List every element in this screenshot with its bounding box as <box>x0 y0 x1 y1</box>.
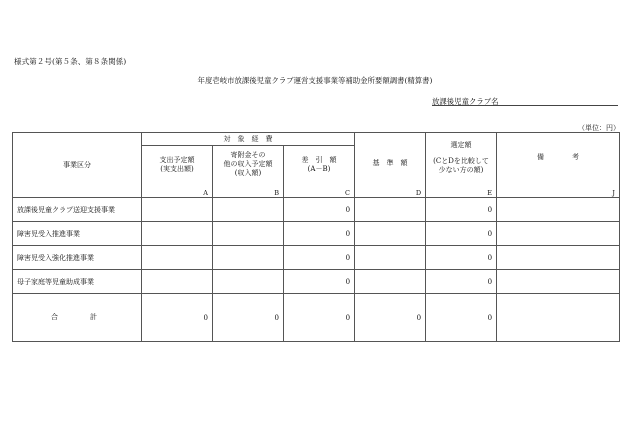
cell-c: 0 <box>284 270 355 294</box>
cell-c: 0 <box>284 246 355 270</box>
total-c: 0 <box>284 294 355 342</box>
cell-e: 0 <box>426 270 497 294</box>
row-label: 障害児受入推進事業 <box>13 222 142 246</box>
col-c-title <box>284 156 354 174</box>
cell-d[interactable] <box>355 246 426 270</box>
cell-d[interactable] <box>355 222 426 246</box>
col-c-line1: 差 引 額 <box>301 156 337 164</box>
row-label: 放課後児童クラブ送迎支援事業 <box>13 198 142 222</box>
subsidy-table <box>12 132 620 342</box>
col-c-letter: C <box>345 189 351 197</box>
total-d: 0 <box>355 294 426 342</box>
cell-a[interactable] <box>142 198 213 222</box>
remarks-letter: J <box>612 189 616 197</box>
col-a-title <box>142 156 212 174</box>
row-label: 母子家庭等児童助成事業 <box>13 270 142 294</box>
col-b-header <box>213 146 284 198</box>
table-row <box>13 198 620 222</box>
category-header-text: 事業区分 <box>63 160 91 169</box>
col-a-line2: (実支出額) <box>160 165 194 173</box>
cell-c: 0 <box>284 222 355 246</box>
total-remarks[interactable] <box>497 294 620 342</box>
total-a: 0 <box>142 294 213 342</box>
cell-d[interactable] <box>355 198 426 222</box>
club-name-label: 放課後児童クラブ名 <box>432 97 499 106</box>
col-e-line3: 少ない方の額) <box>438 166 484 174</box>
target-cost-header <box>142 133 355 146</box>
col-d-header <box>355 133 426 198</box>
table-row <box>13 222 620 246</box>
col-b-title <box>213 151 283 178</box>
remarks-header <box>497 133 620 198</box>
document-title: 年度壱岐市放課後児童クラブ運営支援事業等補助金所要額調書(精算書) <box>197 76 433 85</box>
cell-remarks[interactable] <box>497 270 620 294</box>
col-e-line1: 選定額 <box>450 141 472 149</box>
cell-e: 0 <box>426 222 497 246</box>
col-b-line2: 他の収入予定額 <box>223 160 273 168</box>
col-a-header <box>142 146 213 198</box>
cell-remarks[interactable] <box>497 246 620 270</box>
header-row-top <box>13 133 620 146</box>
col-b-line3: (収入額) <box>234 169 262 177</box>
cell-b[interactable] <box>213 246 284 270</box>
col-e-letter: E <box>487 189 493 197</box>
cell-b[interactable] <box>213 198 284 222</box>
table-row <box>13 246 620 270</box>
col-a-line1: 支出予定額 <box>159 156 195 164</box>
form-number-label: 様式第２号(第５条、第８条関係) <box>14 57 127 66</box>
cell-c: 0 <box>284 198 355 222</box>
target-cost-header-text: 対 象 経 費 <box>223 134 273 143</box>
row-label: 障害児受入強化推進事業 <box>13 246 142 270</box>
cell-a[interactable] <box>142 222 213 246</box>
col-e-title <box>426 141 496 175</box>
total-label <box>13 294 142 342</box>
cell-e: 0 <box>426 246 497 270</box>
cell-a[interactable] <box>142 246 213 270</box>
col-a-letter: A <box>203 189 208 197</box>
table-row <box>13 270 620 294</box>
col-d-title: 基 準 額 <box>372 159 408 167</box>
total-b: 0 <box>213 294 284 342</box>
category-header <box>13 133 142 198</box>
total-row <box>13 294 620 342</box>
club-name-field-line <box>432 105 618 106</box>
cell-b[interactable] <box>213 222 284 246</box>
col-e-line2: (CとDを比較して <box>433 157 489 165</box>
cell-b[interactable] <box>213 270 284 294</box>
col-d-letter: D <box>415 189 422 197</box>
cell-d[interactable] <box>355 270 426 294</box>
cell-remarks[interactable] <box>497 222 620 246</box>
cell-a[interactable] <box>142 270 213 294</box>
total-e: 0 <box>426 294 497 342</box>
col-c-header <box>284 146 355 198</box>
col-c-line2: (A－B) <box>307 165 331 173</box>
cell-e: 0 <box>426 198 497 222</box>
total-label-text: 合 計 <box>51 313 103 321</box>
cell-remarks[interactable] <box>497 198 620 222</box>
col-b-line1: 寄附金その <box>230 151 266 159</box>
remarks-title: 備 考 <box>537 153 580 161</box>
col-e-header <box>426 133 497 198</box>
col-b-letter: B <box>274 189 279 197</box>
unit-label: （単位：円） <box>578 124 620 132</box>
